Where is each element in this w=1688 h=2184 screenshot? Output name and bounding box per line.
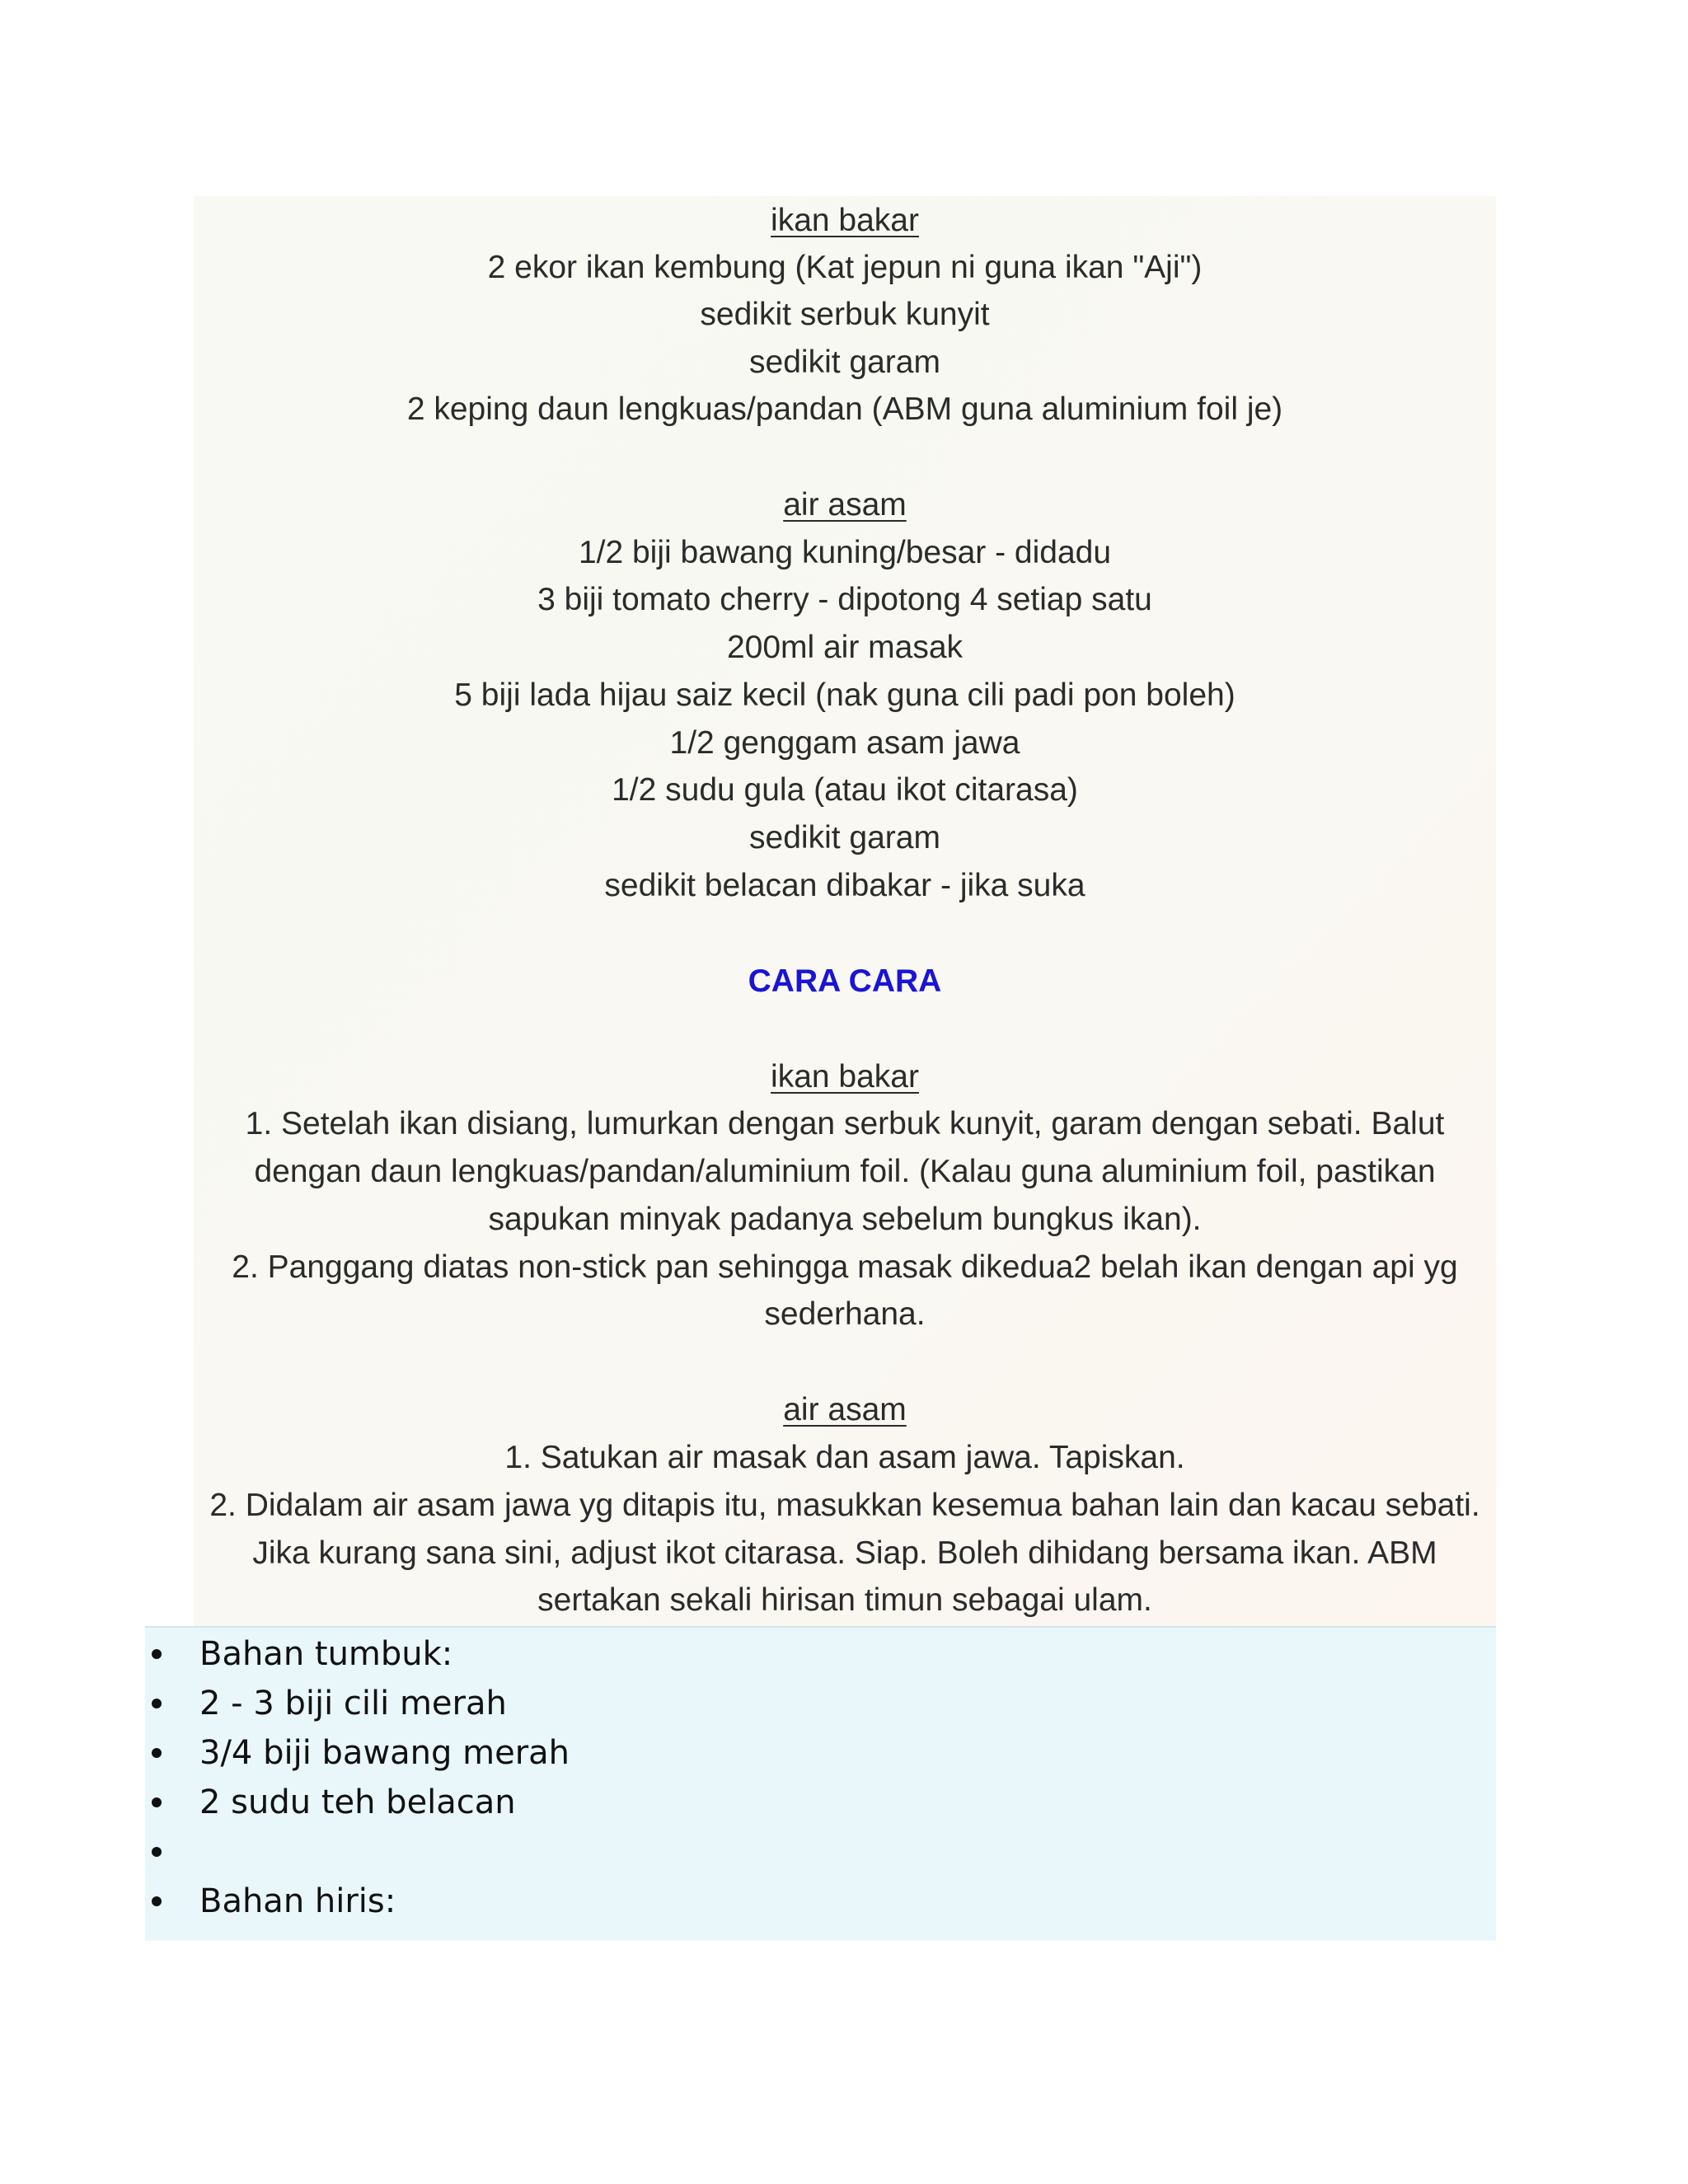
ingredient-line: sedikit garam — [749, 344, 940, 380]
ingredient-line: sedikit garam — [749, 820, 940, 855]
bullet-icon — [152, 1699, 162, 1708]
ikan-bakar-ingredients-title: ikan bakar — [771, 203, 919, 238]
list-item-text: 2 sudu teh belacan — [199, 1783, 516, 1821]
method-line: 1. Satukan air masak dan asam jawa. Tapiskan. — [504, 1440, 1185, 1475]
bullet-icon — [152, 1896, 162, 1906]
ingredient-line: sedikit belacan dibakar - jika suka — [604, 868, 1085, 903]
list-item-text: Bahan tumbuk: — [199, 1635, 453, 1673]
method-line: sapukan minyak padanya sebelum bungkus ikan). — [488, 1202, 1202, 1237]
ingredient-line: 5 biji lada hijau saiz kecil (nak guna cili padi pon boleh) — [454, 677, 1236, 713]
ingredient-line: 3 biji tomato cherry - dipotong 4 setiap satu — [537, 582, 1152, 617]
bullet-icon — [152, 1847, 162, 1857]
list-item-text: Bahan hiris: — [199, 1882, 396, 1920]
air-asam-ingredients-title: air asam — [783, 487, 907, 523]
bullet-icon — [152, 1797, 162, 1807]
method-line: dengan daun lengkuas/pandan/aluminium foil. (Kalau guna aluminium foil, pastikan — [254, 1154, 1436, 1189]
bullet-icon — [152, 1649, 162, 1659]
method-heading: CARA CARA — [748, 963, 942, 999]
method-air-asam-title: air asam — [783, 1392, 907, 1427]
ingredient-line: 1/2 genggam asam jawa — [669, 725, 1020, 761]
method-line: 2. Didalam air asam jawa yg ditapis itu, masukkan kesemua bahan lain dan kacau sebati. — [209, 1488, 1480, 1523]
ingredient-line: sedikit serbuk kunyit — [700, 297, 990, 332]
bullet-icon — [152, 1748, 162, 1758]
recipe-section — [194, 196, 1496, 1626]
ingredient-line: 2 keping daun lengkuas/pandan (ABM guna aluminium foil je) — [406, 391, 1283, 427]
method-ikan-bakar-title: ikan bakar — [771, 1059, 919, 1094]
list-item-text: 3/4 biji bawang merah — [199, 1734, 570, 1772]
method-line: 1. Setelah ikan disiang, lumurkan dengan serbuk kunyit, garam dengan sebati. Balut — [245, 1106, 1445, 1141]
method-line: sertakan sekali hirisan timun sebagai ulam. — [537, 1582, 1152, 1618]
method-line: 2. Panggang diatas non-stick pan sehingga masak dikedua2 belah ikan dengan api yg — [232, 1249, 1458, 1285]
list-item-text: 2 - 3 biji cili merah — [199, 1685, 507, 1722]
ingredient-line: 200ml air masak — [726, 630, 964, 665]
method-line: sederhana. — [764, 1296, 926, 1332]
method-line: Jika kurang sana sini, adjust ikot citarasa. Siap. Boleh dihidang bersama ikan. ABM — [252, 1535, 1437, 1571]
ingredient-line: 1/2 biji bawang kuning/besar - didadu — [578, 535, 1112, 570]
ingredient-line: 1/2 sudu gula (atau ikot citarasa) — [612, 772, 1078, 808]
ingredient-line: 2 ekor ikan kembung (Kat jepun ni guna ikan "Aji") — [487, 250, 1203, 285]
bullet-list — [145, 1626, 1496, 1941]
